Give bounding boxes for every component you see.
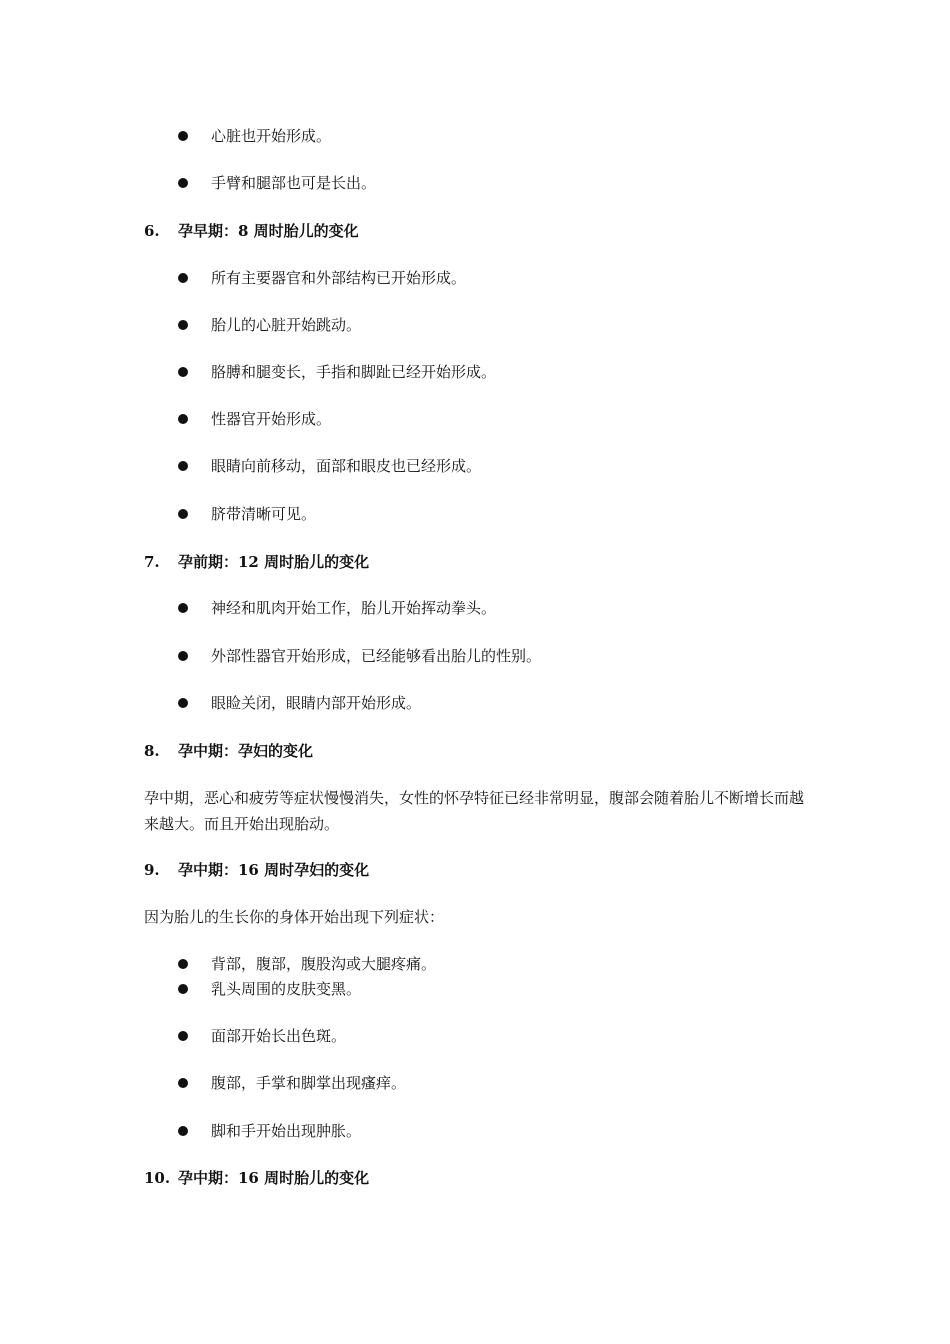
section-number: 7. [144,553,160,571]
list-item-text: 乳头周围的皮肤变黑。 [211,980,362,998]
bullet-icon [178,698,188,708]
section-title: 孕早期：8 周时胎儿的变化 [178,222,359,240]
bullet-icon [178,461,188,471]
intro-text: 因为胎儿的生长你的身体开始出现下列症状： [144,908,445,926]
bullet-icon [178,509,188,519]
section-number: 9. [144,861,160,879]
bullet-icon [178,984,188,994]
list-item-text: 面部开始长出色斑。 [211,1027,347,1045]
list-item-text: 眼睑关闭，眼睛内部开始形成。 [211,694,422,712]
bullet-icon [178,131,188,141]
bullet-icon [178,1126,188,1136]
bullet-icon [178,603,188,613]
bullet-icon [178,1031,188,1041]
section-number: 10. [144,1169,171,1187]
section-title: 孕中期：16 周时胎儿的变化 [178,1169,370,1187]
bullet-icon [178,178,188,188]
bullet-icon [178,320,188,330]
list-item-text: 手臂和腿部也可是长出。 [211,174,377,192]
list-item-text: 眼睛向前移动，面部和眼皮也已经形成。 [211,457,482,475]
list-item-text: 外部性器官开始形成，已经能够看出胎儿的性别。 [211,647,542,665]
bullet-icon [178,959,188,969]
bullet-icon [178,1078,188,1088]
list-item-text: 所有主要器官和外部结构已开始形成。 [211,269,467,287]
bullet-icon [178,414,188,424]
section-number: 8. [144,742,160,760]
list-item-text: 胎儿的心脏开始跳动。 [211,316,362,334]
section-title: 孕前期：12 周时胎儿的变化 [178,553,370,571]
list-item-text: 脚和手开始出现肿胀。 [211,1122,362,1140]
list-item-text: 心脏也开始形成。 [211,127,332,145]
section-title: 孕中期：孕妇的变化 [178,742,314,760]
list-item-text: 脐带清晰可见。 [211,505,317,523]
section-number: 6. [144,222,160,240]
body-paragraph: 孕中期，恶心和疲劳等症状慢慢消失，女性的怀孕特征已经非常明显，腹部会随着胎儿不断增长而越来越大。而且开始出现胎动。 [144,789,805,833]
section-title: 孕中期：16 周时孕妇的变化 [178,861,370,879]
bullet-icon [178,273,188,283]
list-item-text: 背部，腹部，腹股沟或大腿疼痛。 [211,955,437,973]
list-item-text: 神经和肌肉开始工作，胎儿开始挥动拳头。 [211,599,497,617]
list-item-text: 胳膊和腿变长，手指和脚趾已经开始形成。 [211,363,497,381]
list-item-text: 腹部，手掌和脚掌出现瘙痒。 [211,1074,407,1092]
bullet-icon [178,651,188,661]
bullet-icon [178,367,188,377]
list-item-text: 性器官开始形成。 [211,410,332,428]
